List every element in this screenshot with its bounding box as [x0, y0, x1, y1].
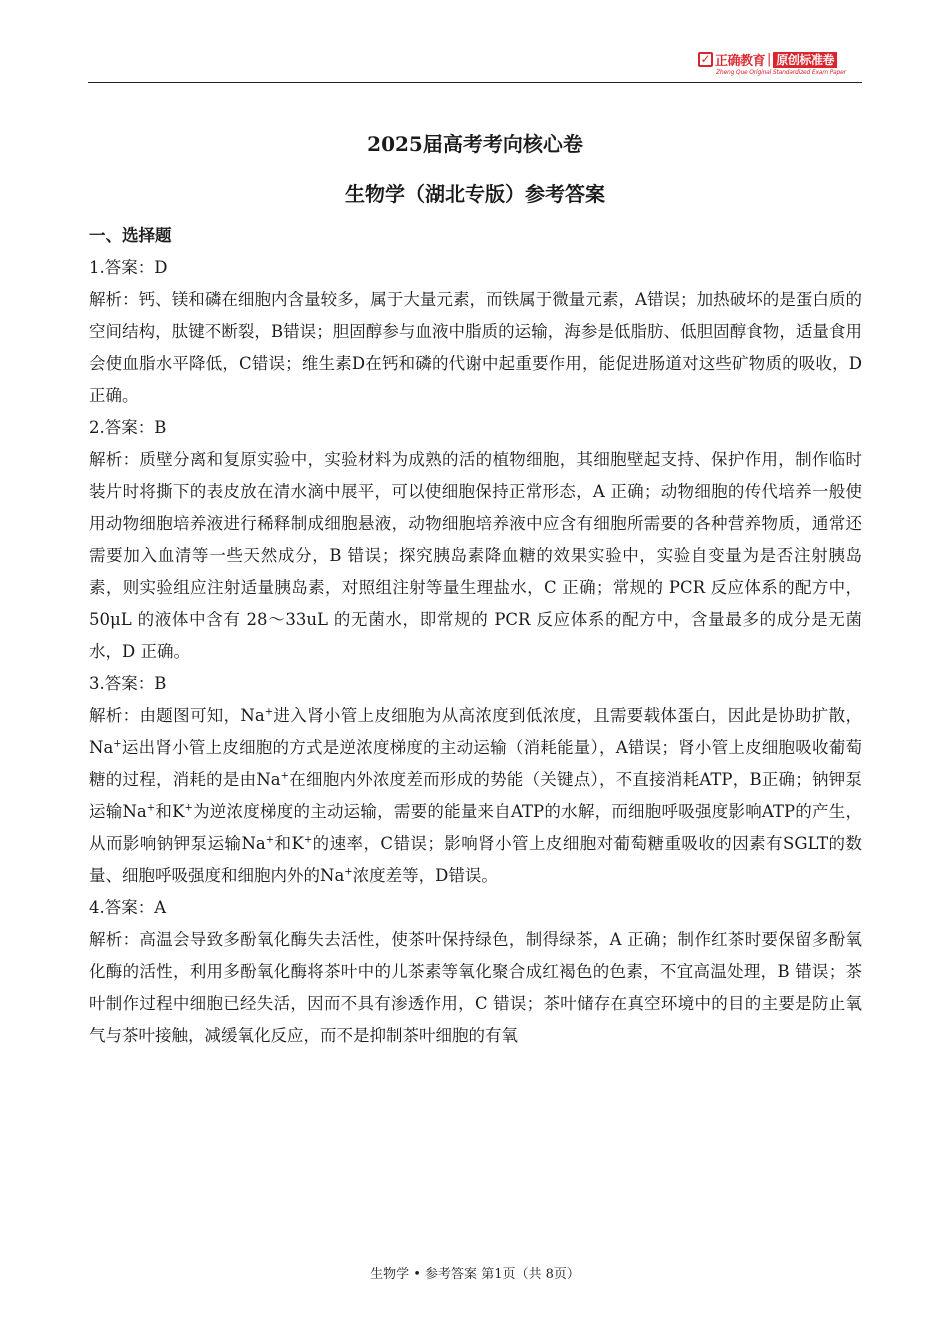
- answer-line: 4.答案：A: [89, 898, 167, 917]
- page-footer: 生物学 • 参考答案 第1页（共 8页）: [370, 1267, 580, 1282]
- analysis-segment: 和K: [274, 834, 304, 853]
- logo-divider: |: [767, 52, 772, 67]
- analysis-segment: 进入肾小管上皮细胞为从高浓度到低浓度，且需要载体蛋白，因此是协助扩散，Na: [89, 706, 863, 757]
- document-subtitle: 生物学（湖北专版）参考答案: [345, 182, 605, 206]
- superscript-charge: +: [280, 770, 290, 782]
- answer-line: 2.答案：B: [89, 418, 167, 437]
- superscript-charge: +: [265, 834, 275, 846]
- superscript-charge: +: [303, 834, 313, 846]
- logo-tag: 原创标准卷: [773, 52, 837, 68]
- analysis-segment: 解析：由题图可知，Na: [89, 706, 265, 725]
- analysis-text: 解析：钙、镁和磷在细胞内含量较多，属于大量元素，而铁属于微量元素，A错误；加热破坏的是蛋白质的空间结构，肽键不断裂，B错误；胆固醇参与血液中脂质的运输，海参是低脂肪、低胆固醇食物，适量食用会使血脂水平降低，C错误；维生素D在钙和磷的代谢中起重要作用，能促进肠道对这些矿物质的吸收，D正确。: [89, 290, 862, 405]
- analysis-segment: 和K: [155, 802, 185, 821]
- logo-subtitle: Zheng Que Original Standardized Exam Paper: [716, 69, 846, 76]
- document-title: 2025届高考考向核心卷: [367, 132, 583, 156]
- question-3: [89, 668, 862, 892]
- answer-line: 3.答案：B: [89, 674, 167, 693]
- question-4: [89, 892, 862, 1052]
- document-body: [89, 220, 862, 1052]
- analysis-text: 解析：质壁分离和复原实验中，实验材料为成熟的活的植物细胞，其细胞壁起支持、保护作用，制作临时装片时将撕下的表皮放在清水滴中展平，可以使细胞保持正常形态，A 正确；动物细胞的传代培养一般使用动物细胞培养液进行稀释制成细胞悬液，动物细胞培养液中应含有细胞所需要的各种营养物质，通常还需要加入血清等一些天然成分，B 错误；探究胰岛素降血糖的效果实验中，实验自变量为是否注射胰岛素，则实验组应注射适量胰岛素，对照组注射等量生理盐水，C 正确；常规的 PCR 反应体系的配方中，50μL 的液体中含有 28～33uL 的无菌水，即常规的 PCR 反应体系的配方中，含量最多的成分是无菌水，D 正确。: [89, 450, 862, 661]
- header-divider: [88, 82, 862, 83]
- superscript-charge: +: [146, 802, 156, 814]
- superscript-charge: +: [264, 706, 274, 718]
- answer-line: 1.答案：D: [89, 258, 168, 277]
- logo-brand-text: 正确教育: [715, 54, 766, 69]
- question-1: [89, 252, 862, 412]
- analysis-text: 解析：高温会导致多酚氧化酶失去活性，使茶叶保持绿色，制得绿茶，A 正确；制作红茶时要保留多酚氧化酶的活性，利用多酚氧化酶将茶叶中的儿茶素等氧化聚合成红褐色的色素，不宜高温处理，B 错误；茶叶制作过程中细胞已经失活，因而不具有渗透作用，C 错误；茶叶储存在真空环境中的目的主要是防止氧气与茶叶接触，减缓氧化反应，而不是抑制茶叶细胞的有氧: [89, 930, 862, 1045]
- analysis-segment: 浓度差等，D错误。: [352, 866, 498, 885]
- analysis-segment: 的速率，C错误；影响肾小管上皮细胞对葡萄糖重吸收的因素有SGLT的数量、细胞呼吸强度和细胞内外的Na: [89, 834, 862, 885]
- superscript-charge: +: [344, 866, 353, 878]
- superscript-charge: +: [113, 738, 122, 750]
- question-2: [89, 412, 862, 668]
- analysis-text: [89, 700, 862, 892]
- brand-logo: [698, 51, 860, 77]
- analysis-segment: 在细胞内外浓度差而形成的势能（关键点），不直接消耗ATP，B正确；钠钾泵运输Na: [89, 770, 862, 821]
- checkmark-icon: ✓: [698, 52, 713, 67]
- section-heading: 一、选择题: [89, 226, 172, 245]
- analysis-segment: 运出肾小管上皮细胞的方式是逆浓度梯度的主动运输（消耗能量），A错误；肾小管上皮细胞吸收葡萄糖的过程，消耗的是由Na: [89, 738, 862, 789]
- superscript-charge: +: [184, 802, 193, 814]
- analysis-segment: 为逆浓度梯度的主动运输，需要的能量来自ATP的水解，而细胞呼吸强度影响ATP的产生，从而影响钠钾泵运输Na: [89, 802, 862, 853]
